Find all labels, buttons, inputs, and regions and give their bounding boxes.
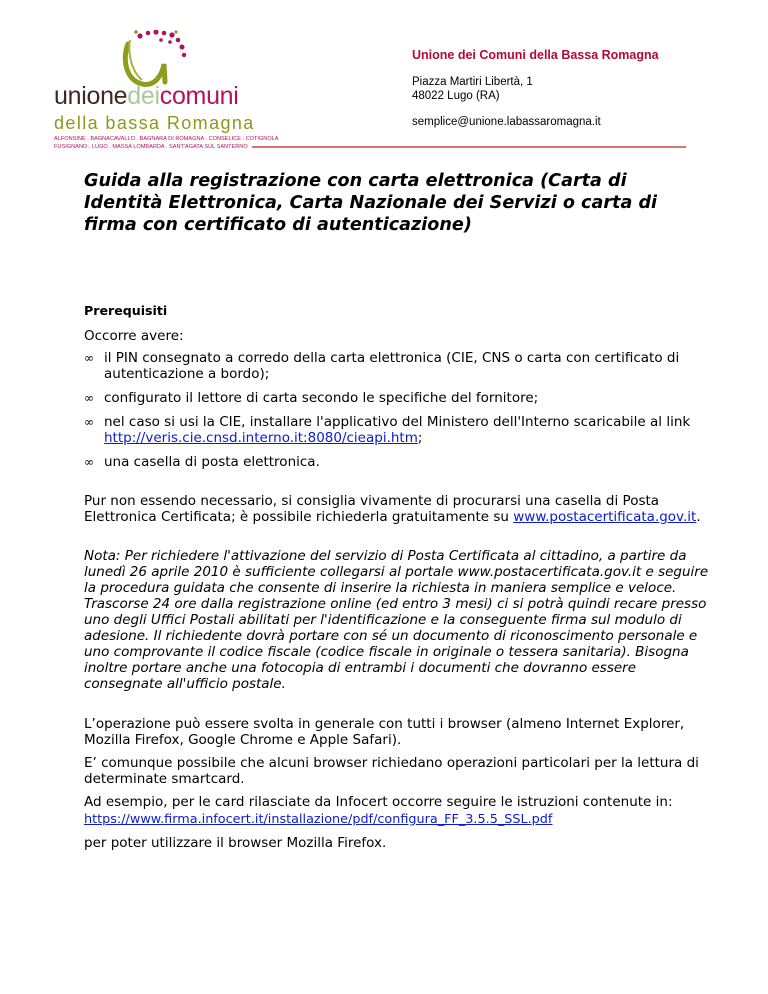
- infinity-bullet-icon: ∞: [84, 351, 94, 365]
- header-contact: [412, 48, 659, 128]
- note-paragraph: Nota: Per richiedere l'attivazione del servizio di Posta Certificata al cittadino, a partire da lunedì 26 aprile 2010 è sufficiente collegarsi al portale www.postacertificata.gov.it e seguire la procedura guidata che consente di inserire la richiesta in maniera semplice e veloce. Trascorse 24 ore dalla registrazione online (ed entro 3 mesi) ci si potrà quindi recare presso uno degli Uffici Postali abilitati per l'identificazione e la conseguente firma sul modulo di adesione. Il richiedente dovrà portare con sé un documento di riconoscimento personale e uno comprovante il codice fiscale (codice fiscale in originale o tessera sanitaria). Bisogna inoltre portare anche una fotocopia di entrambi i documenti che dovranno essere consegnate all'ufficio postale.: [84, 548, 709, 692]
- list-item: [84, 350, 716, 382]
- logo-tagline: della bassa Romagna: [54, 113, 255, 133]
- infocert-link-line: [84, 812, 716, 828]
- cie-software-link[interactable]: http://veris.cie.cnsd.interno.it:8080/cieapi.htm: [104, 430, 418, 446]
- logo-towns-line2: FUSIGNANO . LUGO . MASSA LOMBARDA . SANT'AGATA SUL SANTERNO: [54, 143, 248, 150]
- browsers-paragraph: L’operazione può essere svolta in generale con tutti i browser (almeno Internet Explorer, Mozilla Firefox, Google Chrome e Apple Safari).: [84, 716, 685, 748]
- pec-end: .: [696, 509, 701, 525]
- address-line1: Piazza Martiri Libertà, 1: [412, 76, 533, 88]
- list-item: [84, 390, 716, 406]
- org-name: Unione dei Comuni della Bassa Romagna: [412, 48, 659, 62]
- postacertificata-link[interactable]: www.postacertificata.gov.it: [513, 509, 697, 525]
- logo-towns-line1: ALFONSINE . BAGNACAVALLO . BAGNARA DI ROMAGNA . CONSELICE . COTIGNOLA: [54, 136, 279, 142]
- header-divider: [252, 146, 686, 148]
- logo-towns: [54, 136, 279, 151]
- document-body: [84, 303, 716, 851]
- prerequisites-heading: Prerequisiti: [84, 303, 168, 318]
- pec-text: Pur non essendo necessario, si consiglia vivamente di procurarsi una casella di Posta Elettronica Certificata; è possibile richiederla gratuitamente su: [84, 493, 660, 525]
- prereq-cie-end: ;: [417, 430, 423, 446]
- logo-word-comuni: comuni: [159, 82, 239, 110]
- logo-u-emblem-icon: [118, 30, 198, 90]
- prerequisites-intro: Occorre avere:: [84, 328, 184, 344]
- infinity-bullet-icon: ∞: [84, 455, 94, 469]
- prereq-reader: configurato il lettore di carta secondo le specifiche del fornitore;: [104, 390, 539, 406]
- contact-email: semplice@unione.labassaromagna.it: [412, 116, 601, 128]
- prereq-email: una casella di posta elettronica.: [104, 454, 320, 470]
- list-item: [84, 454, 716, 470]
- pec-paragraph: [84, 493, 716, 525]
- prereq-pin: il PIN consegnato a corredo della carta elettronica (CIE, CNS o carta con certificato di autenticazione a bordo);: [104, 350, 680, 382]
- logo-word-dei: dei: [127, 82, 160, 110]
- address-line2: 48022 Lugo (RA): [412, 90, 500, 102]
- infocert-paragraph: Ad esempio, per le card rilasciate da Infocert occorre seguire le istruzioni contenute in:: [84, 794, 673, 810]
- infocert-guide-link[interactable]: https://www.firma.infocert.it/installazione/pdf/configura_FF_3.5.5_SSL.pdf: [84, 812, 553, 827]
- unione-logo: [46, 30, 279, 150]
- infinity-bullet-icon: ∞: [84, 415, 94, 429]
- address: [412, 75, 659, 103]
- logo-word-unione: unione: [54, 82, 128, 110]
- firefox-paragraph: per poter utilizzare il browser Mozilla Firefox.: [84, 835, 387, 851]
- prerequisites-list: [84, 350, 716, 470]
- smartcard-paragraph: E’ comunque possibile che alcuni browser richiedano operazioni particolari per la lettura di determinate smartcard.: [84, 755, 699, 787]
- list-item: [84, 414, 716, 446]
- logo-wordmark: [54, 82, 239, 111]
- page-title: Guida alla registrazione con carta elettronica (Carta di Identità Elettronica, Carta Nazionale dei Servizi o carta di firma con certificato di autenticazione): [84, 171, 658, 235]
- infinity-bullet-icon: ∞: [84, 391, 94, 405]
- prereq-cie: nel caso si usi la CIE, installare l'applicativo del Ministero dell'Interno scaricabile al link: [104, 414, 691, 430]
